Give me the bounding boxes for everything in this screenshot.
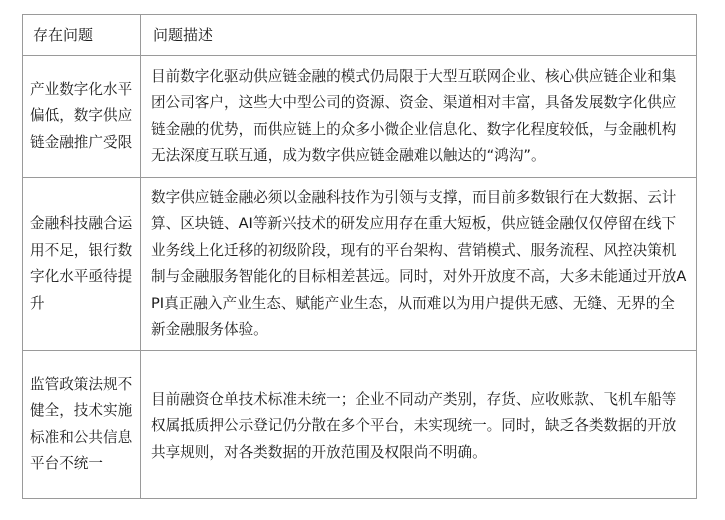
issue-cell: 产业数字化水平偏低，数字供应链金融推广受限 — [23, 56, 141, 178]
table-row — [23, 178, 697, 351]
description-cell: 目前数字化驱动供应链金融的模式仍局限于大型互联网企业、核心供应链企业和集团公司客户，这些大中型公司的资源、资金、渠道相对丰富，具备发展数字化供应链金融的优势，而供应链上的众多小微企业信息化、数字化程度较低，与金融机构无法深度互联互通，成为数字供应链金融难以触达的“鸿沟”。 — [141, 56, 697, 178]
issue-cell: 监管政策法规不健全，技术实施标准和公共信息平台不统一 — [23, 351, 141, 499]
header-issue: 存在问题 — [23, 15, 141, 56]
table-header-row — [23, 15, 697, 56]
header-description: 问题描述 — [141, 15, 697, 56]
description-cell: 数字供应链金融必须以金融科技作为引领与支撑，而目前多数银行在大数据、云计算、区块链、AI等新兴技术的研发应用存在重大短板，供应链金融仅仅停留在线下业务线上化迁移的初级阶段，现有的平台架构、营销模式、服务流程、风控决策机制与金融服务智能化的目标相差甚远。同时，对外开放度不高，大多未能通过开放API真正融入产业生态、赋能产业生态，从而难以为用户提供无感、无缝、无界的全新金融服务体验。 — [141, 178, 697, 351]
table-row — [23, 56, 697, 178]
issue-cell: 金融科技融合运用不足，银行数字化水平亟待提升 — [23, 178, 141, 351]
description-cell: 目前融资仓单技术标准未统一；企业不同动产类别，存货、应收账款、飞机车船等权属抵质押公示登记仍分散在多个平台，未实现统一。同时，缺乏各类数据的开放共享规则，对各类数据的开放范围及权限尚不明确。 — [141, 351, 697, 499]
issues-table — [22, 14, 697, 499]
table-row — [23, 351, 697, 499]
